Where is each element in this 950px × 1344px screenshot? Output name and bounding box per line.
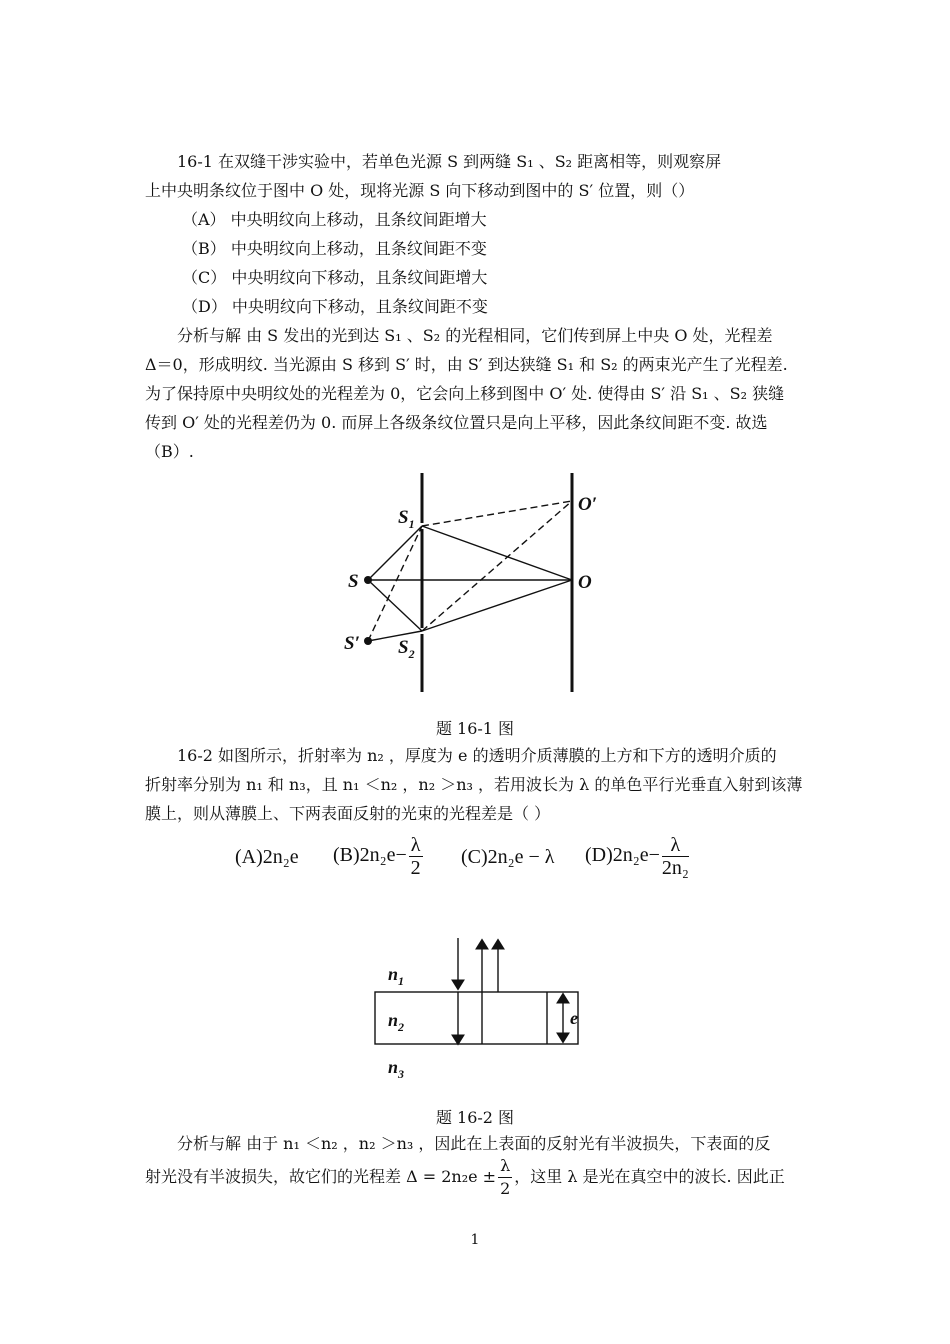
ray-s-s1 [368, 526, 422, 580]
q1-analysis-line5: （B）. [145, 442, 194, 461]
ray-sp-s2 [368, 631, 422, 641]
figure-16-1-caption: 题 16-1 图 [435, 719, 515, 738]
source-s-dot [364, 576, 372, 584]
q2-option-b: (B)2n₂e− $\frac{\lambda}{2}$ [333, 834, 421, 879]
q1-option-d: （D） 中央明纹向下移动，且条纹间距不变 [182, 297, 488, 316]
label-s2: $S_2$ [398, 637, 415, 661]
label-n2: $n_2$ [388, 1010, 405, 1034]
label-s1: $S_1$ [398, 507, 415, 531]
q1-stem-line2: 上中央明条纹位于图中 O 处，现将光源 S 向下移动到图中的 S′ 位置，则（） [145, 181, 695, 200]
ray-s2-o [422, 580, 572, 631]
label-n3: $n_3$ [388, 1057, 405, 1081]
q2-analysis-line2: 射光没有半波损失，故它们的光程差 Δ = 2n₂e ± $\frac{\lambda}{2}$ ，这里 λ 是光在真空中的波长. 因此正 [145, 1156, 785, 1198]
q1-option-b: （B） 中央明纹向上移动，且条纹间距不变 [182, 239, 487, 258]
dashed-ray-s1-op [422, 501, 572, 526]
label-n1: $n_1$ [388, 964, 405, 988]
q2-option-c: (C)2n₂e − λ [461, 846, 555, 868]
q2-stem-line2: 折射率分别为 n₁ 和 n₃，且 n₁ ＜n₂ ，n₂ ＞n₃ ，若用波长为 λ 的单色平行光垂直入射到该薄 [145, 775, 803, 794]
dashed-ray-s2-op [422, 501, 572, 631]
ray-s1-o [422, 526, 572, 580]
label-o: O [578, 572, 592, 593]
thin-film-figure [370, 930, 600, 1085]
figure-16-2-caption: 题 16-2 图 [435, 1108, 515, 1127]
label-s: S [348, 571, 359, 592]
label-s-prime: S′ [344, 633, 360, 654]
q1-analysis-line2: Δ＝0，形成明纹. 当光源由 S 移到 S′ 时，由 S′ 到达狭缝 S₁ 和 S₂ 的两束光产生了光程差. [145, 355, 788, 374]
q1-option-c: （C） 中央明纹向下移动，且条纹间距增大 [182, 268, 488, 287]
q2-option-d: (D)2n₂e− $\frac{\lambda}{\text{2n₂}}$ [585, 834, 689, 879]
q1-analysis-line3: 为了保持原中央明纹处的光程差为 0，它会向上移到图中 O′ 处. 使得由 S′ 沿 S₁ 、S₂ 狭缝 [145, 384, 785, 403]
ray-s-s2 [368, 580, 422, 631]
q2-stem-line3: 膜上，则从薄膜上、下两表面反射的光束的光程差是（ ） [145, 804, 551, 823]
q1-stem-line1: 16-1 在双缝干涉实验中，若单色光源 S 到两缝 S₁ 、S₂ 距离相等，则观察屏 [177, 152, 722, 171]
label-e: e [570, 1008, 578, 1028]
source-s-prime-dot [364, 637, 372, 645]
double-slit-figure [330, 465, 620, 700]
q2-analysis-line1: 分析与解 由于 n₁ ＜n₂ ，n₂ ＞n₃ ，因此在上表面的反射光有半波损失，下表面的反 [177, 1134, 771, 1153]
q2-option-a: (A)2n₂e [235, 846, 299, 868]
q1-option-a: （A） 中央明纹向上移动，且条纹间距增大 [182, 210, 487, 229]
label-o-prime: O′ [578, 494, 598, 515]
q2-stem-line1: 16-2 如图所示，折射率为 n₂ ，厚度为 e 的透明介质薄膜的上方和下方的透明介质的 [177, 746, 777, 765]
q1-analysis-line1: 分析与解 由 S 发出的光到达 S₁ 、S₂ 的光程相同，它们传到屏上中央 O 处，光程差 [177, 326, 773, 345]
page-number: 1 [470, 1232, 480, 1248]
q1-analysis-line4: 传到 O′ 处的光程差仍为 0. 而屏上各级条纹位置只是向上平移，因此条纹间距不变. 故选 [145, 413, 768, 432]
